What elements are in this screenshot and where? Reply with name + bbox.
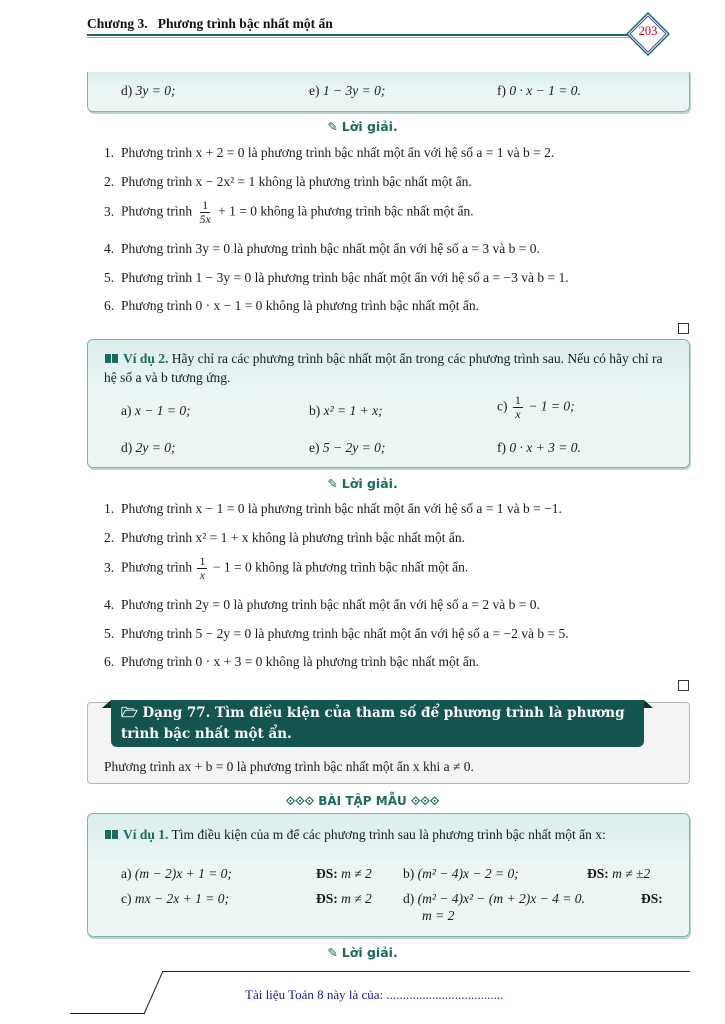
dang-banner: 🗁 Dạng 77. Tìm điều kiện của tham số để phương trình là phương trình bậc nhất một ẩn. <box>111 700 644 747</box>
footer-slant-line <box>142 970 164 1015</box>
fraction: $\frac{1}{x}$ <box>199 554 206 582</box>
example-2-option-f: f) 0 · x + 3 = 0. <box>497 440 581 455</box>
pen-icon: ✎ <box>327 945 338 960</box>
example-1-answer-c: ĐS: m ≠ 2 <box>316 891 372 906</box>
example-2-option-c: c) $\frac{1}{x}$ − 1 = 0; <box>497 393 575 421</box>
example-2-option-b: b) x² = 1 + x; <box>309 403 383 418</box>
solution-line: 6. Phương trình 0 · x + 3 = 0 không là phương trình bậc nhất một ẩn. <box>104 654 479 669</box>
solution-heading: ✎ Lời giải. <box>327 476 398 491</box>
example-1-statement: Ví dụ 1. Tìm điều kiện của m để các phương trình sau là phương trình bậc nhất một ẩn x: <box>104 825 674 844</box>
example-1-item-a: a) (m − 2)x + 1 = 0; <box>121 866 232 881</box>
dang-description: Phương trình ax + b = 0 là phương trình bậc nhất một ẩn x khi a ≠ 0. <box>104 759 474 774</box>
solution-line: 6. Phương trình 0 · x − 1 = 0 không là phương trình bậc nhất một ẩn. <box>104 298 479 313</box>
example-1-item-c: c) mx − 2x + 1 = 0; <box>121 891 229 906</box>
pen-icon: ✎ <box>327 476 338 491</box>
solution-heading: ✎ Lời giải. <box>327 119 398 134</box>
fraction: $\frac{1}{5x}$ <box>199 198 211 226</box>
example-2-option-a: a) x − 1 = 0; <box>121 403 191 418</box>
solution-line: 2. Phương trình x − 2x² = 1 không là phương trình bậc nhất một ẩn. <box>104 174 472 189</box>
solution-line: 1. Phương trình x + 2 = 0 là phương trình bậc nhất một ẩn với hệ số a = 1 và b = 2. <box>104 145 555 160</box>
example-1-item-b: b) (m² − 4)x − 2 = 0; <box>403 866 519 881</box>
example-box-continued <box>87 72 690 112</box>
chapter-rule <box>87 34 637 36</box>
example-1-item-d: d) (m² − 4)x² − (m + 2)x − 4 = 0. <box>403 891 585 906</box>
footer-rule-bottom <box>70 1013 145 1014</box>
example-option-d: d) 3y = 0; <box>121 83 176 98</box>
page-number: 203 <box>638 24 658 38</box>
solution-line: 3. Phương trình $\frac{1}{5x}$ + 1 = 0 không là phương trình bậc nhất một ẩn. <box>104 198 474 226</box>
example-2-option-d: d) 2y = 0; <box>121 440 176 455</box>
solution-line: 1. Phương trình x − 1 = 0 là phương trình bậc nhất một ẩn với hệ số a = 1 và b = −1. <box>104 501 562 516</box>
solution-line: 5. Phương trình 5 − 2y = 0 là phương trình bậc nhất một ẩn với hệ số a = −2 và b = 5. <box>104 626 569 641</box>
example-1-answer-d-label: ĐS: <box>641 891 663 906</box>
example-option-e: e) 1 − 3y = 0; <box>309 83 386 98</box>
solution-heading: ✎ Lời giải. <box>327 945 398 960</box>
example-2-statement: Ví dụ 2. Hãy chỉ ra các phương trình bậc nhất một ẩn trong các phương trình sau. Nếu có hãy chỉ ra hệ số a và b tương ứng. <box>104 351 663 385</box>
folder-icon: 🗁 <box>121 705 138 721</box>
footer-rule-top <box>162 971 690 972</box>
chapter-rule-thin <box>87 37 637 38</box>
chapter-number: Chương 3. <box>87 16 148 31</box>
book-icon <box>104 829 119 840</box>
chapter-title <box>87 16 333 32</box>
example-2-option-e: e) 5 − 2y = 0; <box>309 440 386 455</box>
ornament-icon: ⟐⟐⟐ <box>285 794 315 808</box>
chapter-name: Phương trình bậc nhất một ẩn <box>157 16 333 31</box>
solution-line: 4. Phương trình 3y = 0 là phương trình bậc nhất một ẩn với hệ số a = 3 và b = 0. <box>104 241 540 256</box>
example-1-answer-b: ĐS: m ≠ ±2 <box>587 866 651 881</box>
bai-tap-mau-heading: ⟐⟐⟐ BÀI TẬP MẪU ⟐⟐⟐ <box>285 794 440 808</box>
example-1-answer-d: m = 2 <box>422 908 455 923</box>
qed-square-icon <box>678 680 689 691</box>
solution-line: 5. Phương trình 1 − 3y = 0 là phương trình bậc nhất một ẩn với hệ số a = −3 và b = 1. <box>104 270 569 285</box>
ornament-icon: ⟐⟐⟐ <box>410 794 440 808</box>
pen-icon: ✎ <box>327 119 338 134</box>
qed-square-icon <box>678 323 689 334</box>
solution-line: 2. Phương trình x² = 1 + x không là phương trình bậc nhất một ẩn. <box>104 530 466 545</box>
solution-line: 3. Phương trình $\frac{1}{x}$ − 1 = 0 không là phương trình bậc nhất một ẩn. <box>104 554 469 582</box>
example-option-f: f) 0 · x − 1 = 0. <box>497 83 581 98</box>
example-1-answer-a: ĐS: m ≠ 2 <box>316 866 372 881</box>
solution-line: 4. Phương trình 2y = 0 là phương trình bậc nhất một ẩn với hệ số a = 2 và b = 0. <box>104 597 540 612</box>
book-icon <box>104 353 119 364</box>
footer-owner-text: Tài liệu Toán 8 này là của: .................................... <box>245 987 504 1002</box>
